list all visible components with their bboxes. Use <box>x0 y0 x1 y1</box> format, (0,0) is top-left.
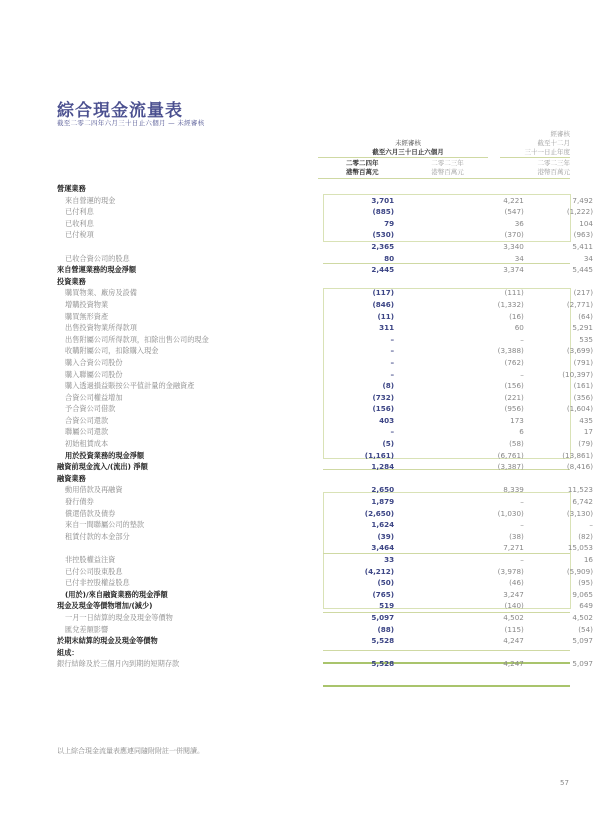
value-col3 <box>534 473 600 485</box>
value-col1: (156) <box>372 404 395 414</box>
value-col2: (1,030) <box>497 508 524 518</box>
value-col2: 60 <box>514 323 524 333</box>
audited-period-line2: 三十一日止年度 <box>524 148 570 156</box>
page-subtitle: 截至二零二四年六月三十日止六個月 — 未經審核 <box>57 119 205 127</box>
col2-unit: 港幣百萬元 <box>431 168 464 176</box>
table-row <box>57 577 600 589</box>
value-col2: (115) <box>504 624 524 634</box>
value-col1: (50) <box>377 578 395 588</box>
value-col1: (765) <box>372 589 395 599</box>
value-col1: 403 <box>379 415 395 425</box>
row-label: 已付非控股權益股息 <box>65 578 130 588</box>
value-col3: (791) <box>573 357 593 367</box>
value-col2: (1,332) <box>497 299 524 309</box>
row-label: 銀行結餘及於三個月內到期的短期存款 <box>57 659 180 669</box>
value-col2: 3,340 <box>503 241 524 251</box>
value-col1: (88) <box>377 624 395 634</box>
value-col2: 6 <box>519 427 524 437</box>
row-label: 發行債券 <box>65 497 94 507</box>
value-col2: (140) <box>504 601 524 611</box>
footnote: 以上綜合現金流量表應連同隨附附註一併閱讀。 <box>57 747 204 755</box>
value-col1: 311 <box>379 323 395 333</box>
value-col1: 1,284 <box>371 462 395 472</box>
row-label: 於期末結算的現金及現金等價物 <box>57 636 158 646</box>
value-col1 <box>311 276 426 288</box>
value-col1: (5) <box>382 439 395 449</box>
table-row <box>57 218 600 230</box>
row-label: 購入聯屬公司股份 <box>65 369 123 379</box>
row-label: 已付公司股東股息 <box>65 566 123 576</box>
row-label: 匯兌差額影響 <box>65 624 109 634</box>
table-row <box>57 253 600 265</box>
value-col2: (6,761) <box>497 450 524 460</box>
value-col2: 3,247 <box>503 589 524 599</box>
value-col2: (38) <box>509 531 524 541</box>
row-label: 來自營運業務的現金淨額 <box>57 265 137 275</box>
value-col1 <box>311 183 426 195</box>
table-row <box>57 276 600 288</box>
value-col2: 173 <box>510 415 524 425</box>
table-row <box>57 322 600 334</box>
row-label: 購買物業、廠房及設備 <box>65 288 137 298</box>
col3-year: 二零二三年 <box>537 159 570 167</box>
row-label: 來自營運的現金 <box>65 195 116 205</box>
row-label: (用於)/來自融資業務的現金淨額 <box>65 589 168 599</box>
table-row <box>57 450 600 462</box>
row-label: 已收合資公司的股息 <box>65 253 130 263</box>
value-col2 <box>426 647 534 659</box>
value-col2: 7,271 <box>503 543 524 553</box>
table-row <box>57 334 600 346</box>
table-row <box>57 241 600 253</box>
value-col2: (3,978) <box>497 566 524 576</box>
value-col3: 11,523 <box>567 485 593 495</box>
value-col3: (54) <box>578 624 593 634</box>
value-col1: (39) <box>377 531 395 541</box>
value-col2 <box>426 183 534 195</box>
value-col3: 34 <box>583 253 593 263</box>
value-col1: 80 <box>384 253 395 263</box>
table-row <box>57 206 600 218</box>
row-label: 收購附屬公司，扣除購入現金 <box>65 346 159 356</box>
unaudited-label: 未經審核 <box>395 139 421 147</box>
value-col3: 535 <box>579 334 593 344</box>
col2-year: 二零二三年 <box>431 159 464 167</box>
value-col1: (11) <box>377 311 395 321</box>
table-row <box>57 566 600 578</box>
table-row <box>57 299 600 311</box>
cash-flow-table <box>57 183 600 670</box>
value-col3: (217) <box>573 288 593 298</box>
row-label: 投資業務 <box>57 276 86 286</box>
value-col1: (885) <box>372 207 395 217</box>
table-row <box>57 519 600 531</box>
table-row <box>57 369 600 381</box>
value-col2: 4,247 <box>503 636 524 646</box>
value-col3: (79) <box>578 439 593 449</box>
table-row <box>57 496 600 508</box>
value-col3: 649 <box>579 601 593 611</box>
value-col3: (3,130) <box>566 508 593 518</box>
table-row <box>57 600 600 612</box>
row-label: 已付利息 <box>65 207 94 217</box>
row-label <box>57 542 311 554</box>
table-row <box>57 415 600 427</box>
value-col2: (16) <box>509 311 524 321</box>
table-row <box>57 287 600 299</box>
table-row <box>57 311 600 323</box>
value-col3: 5,291 <box>572 323 593 333</box>
value-col2: 8,339 <box>503 485 524 495</box>
value-col2: (547) <box>504 207 524 217</box>
table-row <box>57 508 600 520</box>
value-col3: (5,909) <box>566 566 593 576</box>
row-label: 現金及現金等價物增加/(減少) <box>57 601 153 611</box>
audited-label: 經審核 <box>550 130 570 138</box>
value-col1: 2,365 <box>371 241 395 251</box>
value-col1: – <box>390 427 395 437</box>
row-label: 合資公司還款 <box>65 415 109 425</box>
table-row <box>57 624 600 636</box>
value-col1: – <box>390 334 395 344</box>
value-col3: 16 <box>583 555 593 564</box>
value-col2 <box>426 276 534 288</box>
value-col1 <box>311 473 426 485</box>
value-col3: 17 <box>583 427 593 437</box>
value-col2: 36 <box>514 218 524 228</box>
value-col2: 4,502 <box>503 612 524 622</box>
row-label: 聯屬公司還款 <box>65 427 109 437</box>
page-number: 57 <box>560 779 569 787</box>
row-label: 來自一間聯屬公司的墊款 <box>65 520 145 530</box>
value-col2: – <box>520 334 524 344</box>
table-row <box>57 380 600 392</box>
value-col3: 435 <box>579 415 593 425</box>
value-col3: 104 <box>579 218 593 228</box>
value-col3: (8,416) <box>566 462 593 472</box>
value-col3: 15,053 <box>567 543 593 553</box>
row-label: 購買無形資產 <box>65 311 109 321</box>
value-col3: (963) <box>573 230 593 240</box>
value-col3: (64) <box>578 311 593 321</box>
value-col2: (3,387) <box>497 462 524 472</box>
col1-year: 二零二四年 <box>346 159 379 167</box>
table-row <box>57 612 600 624</box>
value-col1: 79 <box>384 218 395 228</box>
row-label: 出售投資物業所得款項 <box>65 323 137 333</box>
value-col1: 519 <box>379 601 395 611</box>
table-row <box>57 589 600 601</box>
value-col3: 9,065 <box>572 589 593 599</box>
value-col2: (956) <box>504 404 524 414</box>
value-col2: – <box>520 555 524 564</box>
value-col3: (161) <box>573 381 593 391</box>
table-row <box>57 531 600 543</box>
value-col2: (111) <box>504 288 524 298</box>
value-col3: (1,604) <box>566 404 593 414</box>
row-label: 償還借款及債券 <box>65 508 116 518</box>
table-row <box>57 658 600 670</box>
table-row <box>57 438 600 450</box>
header-rule-audited <box>500 157 570 158</box>
value-col3: (3,699) <box>566 346 593 356</box>
value-col2: (58) <box>509 439 524 449</box>
value-col2: 4,221 <box>503 195 524 205</box>
value-col3: (2,771) <box>566 299 593 309</box>
value-col1: (4,212) <box>364 566 395 576</box>
col1-unit: 港幣百萬元 <box>346 168 379 176</box>
col3-unit: 港幣百萬元 <box>537 168 570 176</box>
value-col3: – <box>589 520 593 530</box>
header-bottom-rule <box>318 178 570 179</box>
row-label: 融資前現金流入/(流出) 淨額 <box>57 462 148 472</box>
value-col3: 5,445 <box>572 265 593 275</box>
unaudited-period: 截至六月三十日止六個月 <box>372 148 444 156</box>
value-col1: 33 <box>384 555 395 564</box>
row-label: 組成： <box>57 647 79 657</box>
value-col1: 1,879 <box>371 497 395 507</box>
table-row <box>57 426 600 438</box>
value-col2: – <box>520 497 524 507</box>
value-col1: (846) <box>372 299 395 309</box>
value-col3 <box>534 183 600 195</box>
value-col3: (10,397) <box>562 369 593 379</box>
value-col3: 5,411 <box>572 241 593 251</box>
value-col1: 2,650 <box>371 485 395 495</box>
table-row <box>57 635 600 647</box>
table-row <box>57 229 600 241</box>
value-col2: (762) <box>504 357 524 367</box>
value-col2: 3,374 <box>503 265 524 275</box>
row-label: 非控股權益注資 <box>65 555 116 564</box>
value-col1: (117) <box>372 288 395 298</box>
row-label: 融資業務 <box>57 473 86 483</box>
value-col3: 5,097 <box>572 636 593 646</box>
table-row <box>57 647 600 659</box>
row-label: 一月一日結算的現金及現金等價物 <box>65 612 173 622</box>
table-row <box>57 542 600 554</box>
row-label: 出售附屬公司所得款項，扣除出售公司的現金 <box>65 334 209 344</box>
row-label: 營運業務 <box>57 184 86 193</box>
row-label: 用於投資業務的現金淨額 <box>65 450 145 460</box>
value-col3 <box>534 647 600 659</box>
value-col2 <box>426 473 534 485</box>
table-row <box>57 484 600 496</box>
value-col1: (2,650) <box>364 508 395 518</box>
value-col1: (732) <box>372 392 395 402</box>
value-col2: (221) <box>504 392 524 402</box>
value-col2: (156) <box>504 381 524 391</box>
table-row <box>57 461 600 473</box>
value-col3: 7,492 <box>572 195 593 205</box>
table-row <box>57 554 600 566</box>
value-col3: (13,861) <box>562 450 593 460</box>
value-col1: – <box>390 357 395 367</box>
table-row <box>57 392 600 404</box>
value-col2: – <box>520 520 524 530</box>
value-col2: (46) <box>509 578 524 588</box>
row-label: 租賃付款的本金部分 <box>65 531 130 541</box>
header-rule-unaudited <box>318 157 488 158</box>
value-col1: (8) <box>382 381 395 391</box>
table-row <box>57 357 600 369</box>
row-label: 購入透過損益賬按公平值計量的金融資產 <box>65 381 195 391</box>
table-row <box>57 403 600 415</box>
value-col1: – <box>390 369 395 379</box>
value-col1 <box>311 647 426 659</box>
value-col3: 6,742 <box>572 497 593 507</box>
value-col1: 1,624 <box>371 520 395 530</box>
value-col3 <box>534 276 600 288</box>
value-col2: – <box>520 369 524 379</box>
row-label: 增購投資物業 <box>65 299 109 309</box>
table-row <box>57 183 600 195</box>
row-label: 予合資公司借款 <box>65 404 116 414</box>
value-col3: 4,502 <box>572 612 593 622</box>
value-col3: 5,097 <box>572 659 593 669</box>
row-label <box>57 241 311 253</box>
value-col2: 4,247 <box>503 659 524 669</box>
row-label: 購入合資公司股份 <box>65 357 123 367</box>
value-col1: – <box>390 346 395 356</box>
value-col3: (356) <box>573 392 593 402</box>
value-col1: 5,097 <box>371 612 395 622</box>
value-col1: 5,528 <box>371 659 395 669</box>
value-col3: (1,222) <box>566 207 593 217</box>
value-col1: 2,445 <box>371 265 395 275</box>
value-col1: 3,701 <box>371 195 395 205</box>
row-label: 動用借款及再融資 <box>65 485 123 495</box>
rule-composition <box>323 685 570 687</box>
value-col1: (1,161) <box>364 450 395 460</box>
row-label: 初始租賃成本 <box>65 439 109 449</box>
value-col3: (82) <box>578 531 593 541</box>
audited-period-line1: 截至十二月 <box>537 139 570 147</box>
page-title: 綜合現金流量表 <box>57 101 183 121</box>
table-row <box>57 345 600 357</box>
row-label: 合資公司權益增加 <box>65 392 123 402</box>
value-col1: 3,464 <box>371 543 395 553</box>
table-row <box>57 195 600 207</box>
table-row <box>57 473 600 485</box>
table-row <box>57 264 600 276</box>
value-col2: (3,388) <box>497 346 524 356</box>
value-col1: (530) <box>372 230 395 240</box>
value-col2: (370) <box>504 230 524 240</box>
row-label: 已付稅項 <box>65 230 94 240</box>
value-col1: 5,528 <box>371 636 395 646</box>
row-label: 已收利息 <box>65 218 94 228</box>
value-col2: 34 <box>514 253 524 263</box>
value-col3: (95) <box>578 578 593 588</box>
